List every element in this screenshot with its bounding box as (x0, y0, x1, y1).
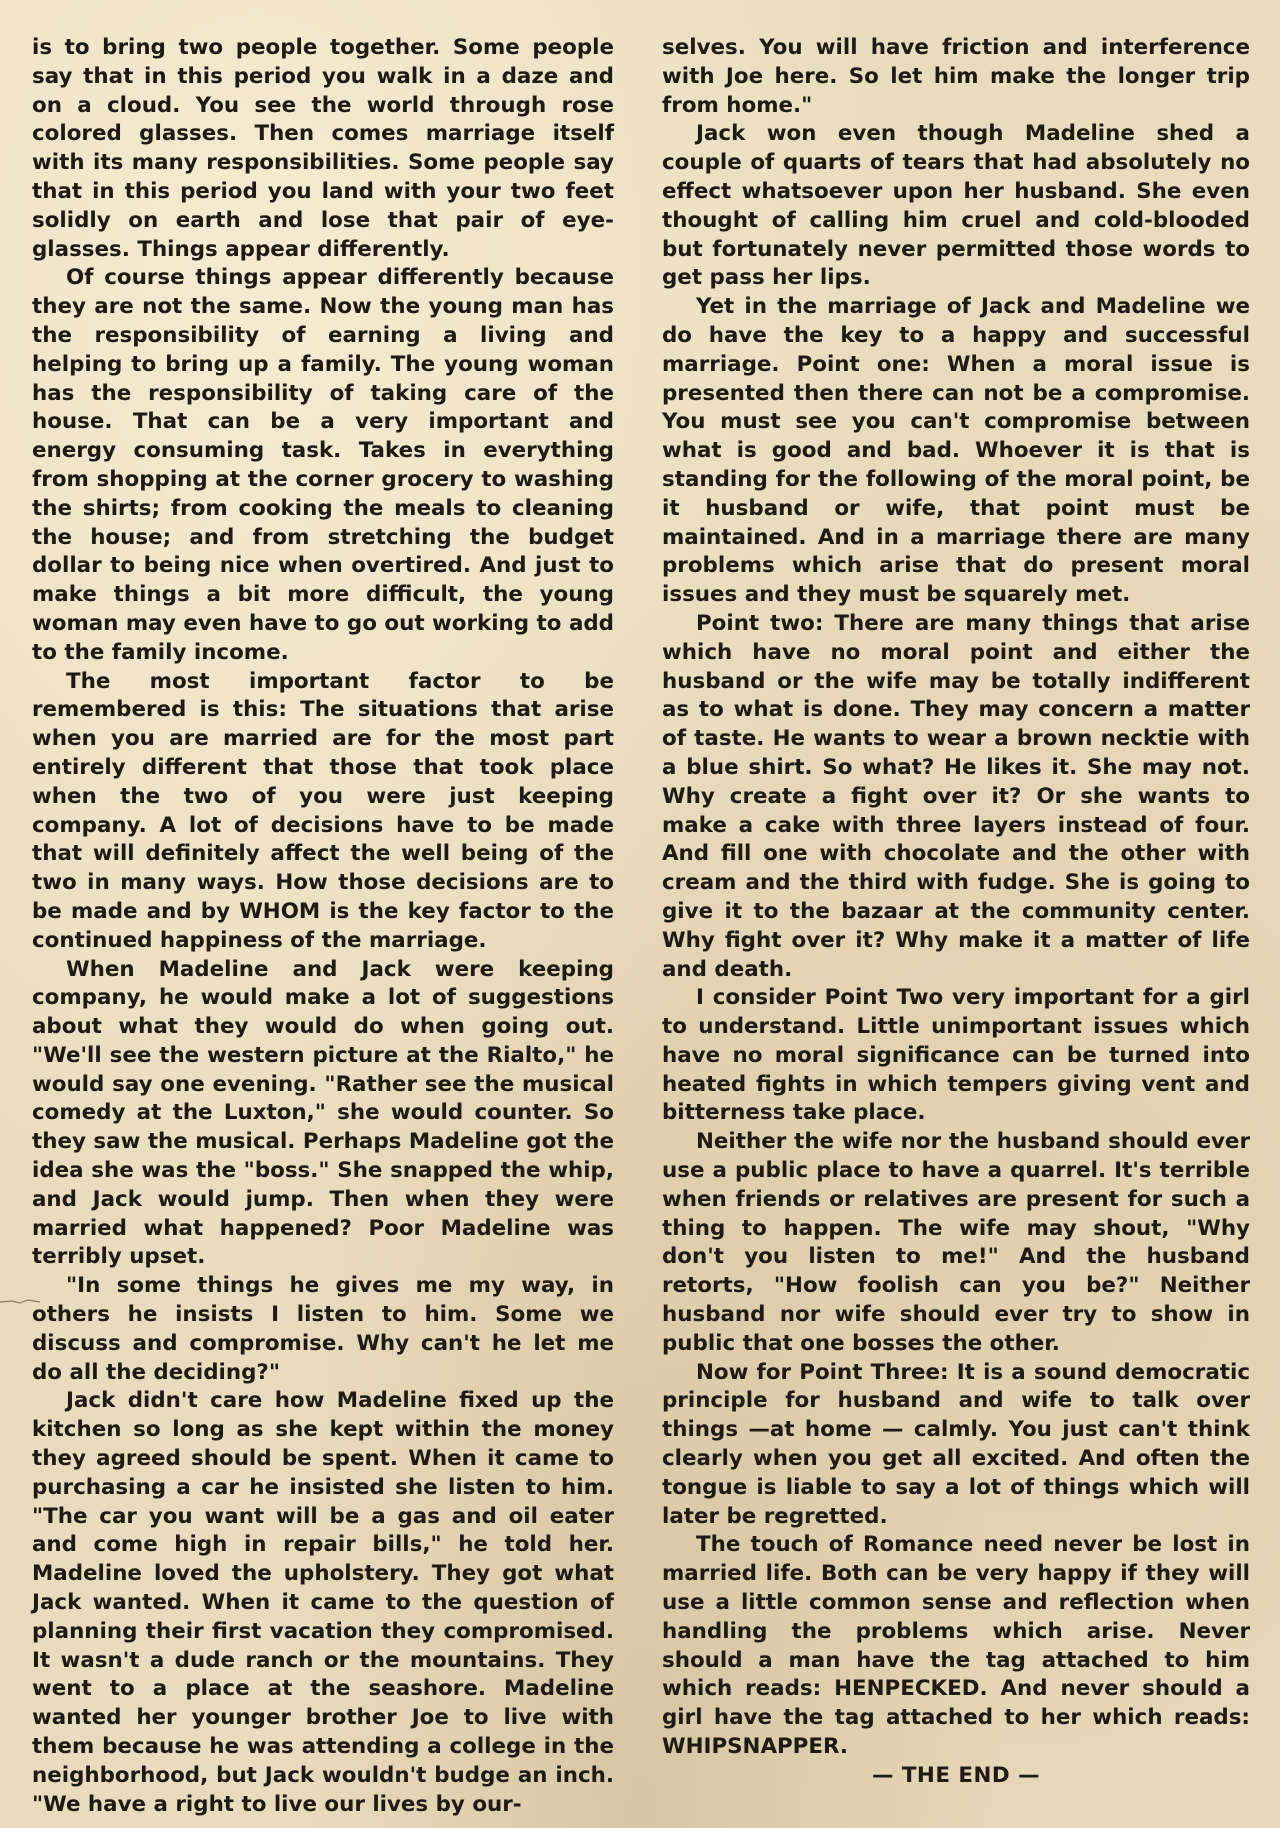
paragraph: Of course things appear differently because they are not the same. Now the young man has the responsibility of earning a living and helping to bring up a family. The young woman has the responsibility of taking care of the house. That can be a very important and energy consuming task. Takes in everything from shopping at the corner grocery to washing the shirts; from cooking the meals to cleaning the house; and from stretching the budget dollar to being nice when overtired. And just to make things a bit more difficult, the young woman may even have to go out working to add to the family income. (32, 265, 614, 665)
right-text-column (662, 34, 1250, 1791)
paragraph: Yet in the marriage of Jack and Madeline we do have the key to a happy and successful marriage. Point one: When a moral issue is presented then there can not be a compromise. You must see you can't compromise between what is good and bad. Whoever it is that is standing for the following of the moral point, be it husband or wife, that point must be maintained. And in a marriage there are many problems which arise that do present moral issues and they must be squarely met. (662, 294, 1250, 608)
left-text-column (32, 34, 614, 1819)
the-end-mark: — THE END — (872, 1762, 1040, 1788)
paragraph: Neither the wife nor the husband should ever use a public place to have a quarrel. It's terrible when friends or relatives are present for such a thing to happen. The wife may shout, "Why don't you listen to me!" And the husband retorts, "How foolish can you be?" Neither husband nor wife should ever try to show in public that one bosses the other. (662, 1129, 1250, 1356)
paragraph: Jack didn't care how Madeline fixed up the kitchen so long as she kept within the money they agreed should be spent. When it came to purchasing a car he insisted she listen to him. "The car you want will be a gas and oil eater and come high in repair bills," he told her. Madeline loved the upholstery. They got what Jack wanted. When it came to the question of planning their first vacation they compromised. It wasn't a dude ranch or the mountains. They went to a place at the seashore. Madeline wanted her younger brother Joe to live with them because he was attending a college in the neighborhood, but Jack wouldn't budge an inch. "We have a right to live our lives by our- (32, 1388, 614, 1817)
paragraph: When Madeline and Jack were keeping company, he would make a lot of suggestions about what they would do when going out. "We'll see the western picture at the Rialto," he would say one evening. "Rather see the musical comedy at the Luxton," she would counter. So they saw the musical. Perhaps Madeline got the idea she was the "boss." She snapped the whip, and Jack would jump. Then when they were married what happened? Poor Madeline was terribly upset. (32, 956, 614, 1270)
paragraph: The touch of Romance need never be lost in married life. Both can be very happy if they will use a little common sense and reflection when handling the problems which arise. Never should a man have the tag attached to him which reads: HENPECKED. And never should a girl have the tag attached to her which reads: WHIPSNAPPER. (662, 1532, 1250, 1760)
paragraph: The most important factor to be remembered is this: The situations that arise when you are married are for the most part entirely different that those that took place when the two of you were just keeping company. A lot of decisions have to be made that will definitely affect the well being of the two in many ways. How those decisions are to be made and by WHOM is the key factor to the continued happiness of the marriage. (32, 668, 614, 953)
paragraph: selves. You will have friction and interference with Joe here. So let him make the longer trip from home." (662, 35, 1250, 118)
paragraph: Now for Point Three: It is a sound democratic principle for husband and wife to talk over things —at home — calmly. You just can't think clearly when you get all excited. And often the tongue is liable to say a lot of things which will later be regretted. (662, 1359, 1250, 1529)
paragraph: is to bring two people together. Some people say that in this period you walk in a daze and on a cloud. You see the world through rose colored glasses. Then comes marriage itself with its many responsibilities. Some people say that in this period you land with your two feet solidly on earth and lose that pair of eye-glasses. Things appear differently. (32, 35, 614, 262)
paragraph: Point two: There are many things that arise which have no moral point and either the husband or the wife may be totally indifferent as to what is done. They may concern a matter of taste. He wants to wear a brown necktie with a blue shirt. So what? He likes it. She may not. Why create a fight over it? Or she wants to make a cake with three layers instead of four. And fill one with chocolate and the other with cream and the third with fudge. She is going to give it to the bazaar at the community center. Why fight over it? Why make it a matter of life and death. (662, 610, 1250, 982)
paper-tear-mark (0, 1295, 40, 1309)
paragraph: Jack won even though Madeline shed a couple of quarts of tears that had absolutely no effect whatsoever upon her husband. She even thought of calling him cruel and cold-blooded but fortunately never permitted those words to get pass her lips. (662, 121, 1250, 291)
paragraph: I consider Point Two very important for a girl to understand. Little unimportant issues which have no moral significance can be turned into heated fights in which tempers giving vent and bitterness take place. (662, 985, 1250, 1126)
paragraph: "In some things he gives me my way, in others he insists I listen to him. Some we discuss and compromise. Why can't he let me do all the deciding?" (32, 1273, 614, 1385)
